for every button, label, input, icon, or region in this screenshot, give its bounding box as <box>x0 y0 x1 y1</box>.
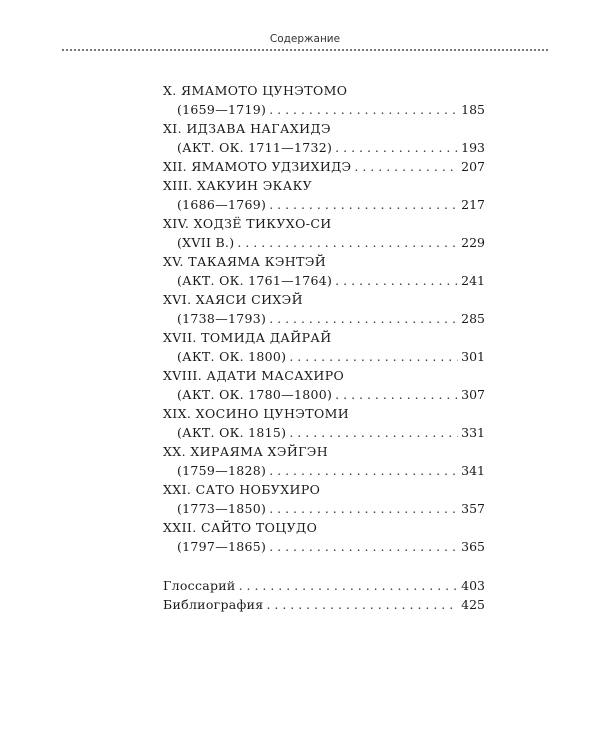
toc-entry[interactable] <box>163 290 485 328</box>
toc-entry-title: XIII. ХАКУИН ЭКАКУ <box>163 178 313 193</box>
toc-entry[interactable] <box>163 328 485 366</box>
toc-entry-line <box>163 271 485 290</box>
toc-entry[interactable] <box>163 480 485 518</box>
toc-page-number: 307 <box>461 387 485 402</box>
toc-entry-line <box>163 195 485 214</box>
toc-page-number: 217 <box>461 197 485 212</box>
toc-entry-line <box>163 423 485 442</box>
dot-leader <box>335 271 458 290</box>
toc-entry-line <box>163 461 485 480</box>
toc-entry-title: XV. ТАКАЯМА КЭНТЭЙ <box>163 254 327 269</box>
toc-entry-dates: (1686—1769) <box>177 197 267 212</box>
toc-entry-glossary[interactable] <box>163 576 485 595</box>
toc-page-number: 207 <box>461 159 485 174</box>
toc-entry-dates: (АКТ. ОК. 1780—1800) <box>177 387 333 402</box>
toc-entry[interactable] <box>163 81 485 119</box>
running-header: Содержание <box>269 33 341 45</box>
dot-leader <box>289 423 458 442</box>
toc-page-number: 365 <box>461 539 485 554</box>
dot-leader <box>239 576 459 595</box>
toc-entry-title: XXI. САТО НОБУХИРО <box>163 482 321 497</box>
toc-entry-line <box>163 576 485 595</box>
toc-page-number: 403 <box>461 578 485 593</box>
toc-entry-line <box>163 309 485 328</box>
toc-entry[interactable] <box>163 404 485 442</box>
toc-entry-line <box>163 347 485 366</box>
toc-entry-title: XIX. ХОСИНО ЦУНЭТОМИ <box>163 406 350 421</box>
toc-entry-title: XVI. ХАЯСИ СИХЭЙ <box>163 292 303 307</box>
toc-entry-bibliography[interactable] <box>163 595 485 614</box>
toc-entry-title: Глоссарий <box>163 578 236 593</box>
dot-leader <box>237 233 458 252</box>
toc-back-matter <box>163 576 485 614</box>
toc-entry-line <box>163 595 485 614</box>
toc-entry-title: XI. ИДЗАВА НАГАХИДЭ <box>163 121 331 136</box>
toc-entry-dates: (АКТ. ОК. 1761—1764) <box>177 273 333 288</box>
toc-entry-dates: (1773—1850) <box>177 501 267 516</box>
toc-entry-dates: (АКТ. ОК. 1711—1732) <box>177 140 333 155</box>
dot-leader <box>269 537 458 556</box>
toc-page-number: 357 <box>461 501 485 516</box>
toc-entry[interactable] <box>163 366 485 404</box>
toc-entry-line <box>163 499 485 518</box>
toc-entry[interactable] <box>163 518 485 556</box>
toc-entry-dates: (1659—1719) <box>177 102 267 117</box>
dot-leader <box>269 461 458 480</box>
toc-page-number: 425 <box>461 597 485 612</box>
dot-leader <box>269 309 458 328</box>
toc-entry-line <box>163 233 485 252</box>
toc-entry-title: XIV. ХОДЗЁ ТИКУХО-СИ <box>163 216 332 231</box>
toc-entry-title: XII. ЯМАМОТО УДЗИХИДЭ <box>163 159 352 174</box>
toc-entry-line <box>163 138 485 157</box>
toc-entry[interactable] <box>163 252 485 290</box>
toc-entry-line <box>163 157 485 176</box>
dot-leader <box>269 195 458 214</box>
toc-page-number: 285 <box>461 311 485 326</box>
dot-leader <box>269 499 458 518</box>
toc-entry-dates: (АКТ. ОК. 1815) <box>177 425 287 440</box>
dot-leader <box>269 100 458 119</box>
toc-entry[interactable] <box>163 442 485 480</box>
table-of-contents <box>163 81 485 614</box>
toc-entry-title: X. ЯМАМОТО ЦУНЭТОМО <box>163 83 348 98</box>
toc-entry-line <box>163 100 485 119</box>
toc-entry-title: XVII. ТОМИДА ДАЙРАЙ <box>163 330 332 345</box>
toc-entry[interactable] <box>163 214 485 252</box>
toc-entry[interactable] <box>163 176 485 214</box>
dot-leader <box>335 138 458 157</box>
toc-entry-dates: (1797—1865) <box>177 539 267 554</box>
toc-entry-dates: (1759—1828) <box>177 463 267 478</box>
dot-leader <box>289 347 458 366</box>
toc-entry-line <box>163 385 485 404</box>
toc-page-number: 341 <box>461 463 485 478</box>
toc-entry-dates: (1738—1793) <box>177 311 267 326</box>
toc-entry-title: XVIII. АДАТИ МАСАХИРО <box>163 368 345 383</box>
header-dotted-rule <box>62 49 548 51</box>
toc-page-number: 193 <box>461 140 485 155</box>
toc-page-number: 185 <box>461 102 485 117</box>
toc-page-number: 301 <box>461 349 485 364</box>
toc-page-number: 229 <box>461 235 485 250</box>
dot-leader <box>354 157 458 176</box>
toc-entry-title: Библиография <box>163 597 264 612</box>
toc-entry-title: XXII. САЙТО ТОЦУДО <box>163 520 318 535</box>
toc-entry-dates: (АКТ. ОК. 1800) <box>177 349 287 364</box>
toc-entry[interactable] <box>163 119 485 157</box>
toc-entry-title: XX. ХИРАЯМА ХЭЙГЭН <box>163 444 329 459</box>
dot-leader <box>335 385 458 404</box>
toc-entry-dates: (XVII В.) <box>177 235 235 250</box>
toc-page-number: 241 <box>461 273 485 288</box>
toc-page-number: 331 <box>461 425 485 440</box>
dot-leader <box>266 595 458 614</box>
toc-entry-line <box>163 537 485 556</box>
toc-entry[interactable] <box>163 157 485 176</box>
